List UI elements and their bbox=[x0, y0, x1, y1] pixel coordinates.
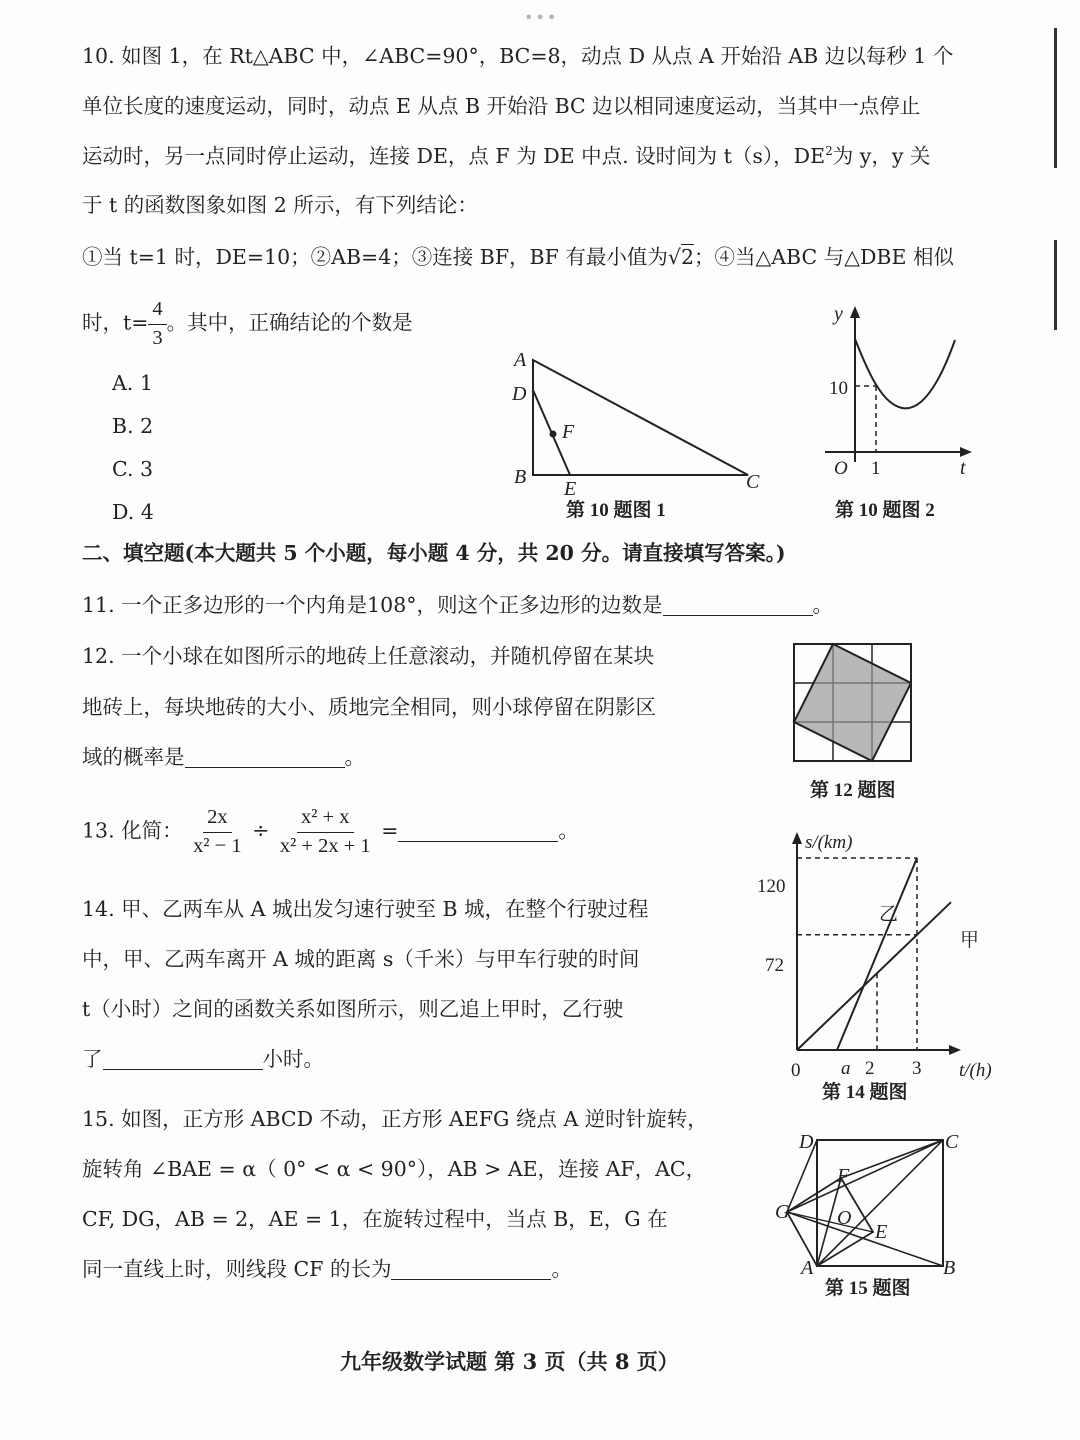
page-footer: 九年级数学试题 第 3 页（共 8 页） bbox=[340, 1349, 679, 1374]
chart-tick-2: 2 bbox=[865, 1058, 875, 1079]
axis-y-label: y bbox=[834, 303, 843, 325]
label-c: C bbox=[746, 471, 760, 493]
label-b: B bbox=[943, 1257, 956, 1279]
q15-line-3: CF, DG，AB = 2，AE = 1，在旋转过程中，当点 B，E，G 在 bbox=[82, 1207, 668, 1231]
segment-cf bbox=[841, 1140, 943, 1178]
series-line-甲-extension bbox=[917, 902, 951, 935]
fig1-caption: 第 10 题图 1 bbox=[566, 500, 666, 521]
section-2-heading: 二、填空题(本大题共 5 个小题，每小题 4 分，共 20 分。请直接填写答案。) bbox=[82, 541, 786, 565]
point-f bbox=[550, 431, 557, 438]
y-arrow-icon bbox=[850, 306, 860, 318]
answer-blank[interactable] bbox=[391, 1259, 551, 1280]
q10-line-6: 时，t= $\frac{4}{3}$ 。其中，正确结论的个数是 bbox=[82, 298, 413, 349]
series-line-甲 bbox=[797, 935, 917, 1050]
window-dots-icon: ••• bbox=[524, 8, 559, 27]
chart-origin: 0 bbox=[791, 1060, 801, 1081]
chart-tick-3: 3 bbox=[912, 1058, 922, 1079]
q12-line-3: 域的概率是 。 bbox=[82, 745, 365, 769]
label-g: G bbox=[775, 1201, 790, 1223]
option-b: B. 2 bbox=[112, 414, 154, 438]
series-label-yi: 乙 bbox=[879, 904, 899, 925]
binding-mark bbox=[1054, 240, 1057, 330]
q14-line-1: 14. 甲、乙两车从 A 城出发匀速行驶至 B 城，在整个行驶过程 bbox=[82, 897, 649, 921]
label-e: E bbox=[875, 1221, 888, 1243]
chart-tick-72: 72 bbox=[765, 955, 784, 976]
origin-label: O bbox=[834, 458, 848, 479]
series-label-jia: 甲 bbox=[960, 930, 980, 951]
fraction-2: $\frac{\text{x² + x}}{\text{x² + 2x + 1}}$ bbox=[279, 806, 371, 857]
option-a: A. 1 bbox=[112, 371, 153, 395]
tick-10: 10 bbox=[829, 378, 848, 399]
q15-line-2: 旋转角 ∠BAE = α（ 0° < α < 90°），AB > AE，连接 AF，AC， bbox=[82, 1157, 707, 1181]
label-a: A bbox=[801, 1257, 814, 1279]
q12-tile-figure bbox=[790, 640, 920, 810]
tick-1: 1 bbox=[871, 458, 881, 479]
q10-line-3: 运动时，另一点同时停止运动，连接 DE，点 F 为 DE 中点. 设时间为 t（s），$DE^2$为 y，y 关 bbox=[82, 144, 931, 168]
chart-x-arrow-icon bbox=[949, 1045, 961, 1055]
chart-ylabel: s/(km) bbox=[805, 832, 853, 853]
q15-line-1: 15. 如图，正方形 ABCD 不动，正方形 AEFG 绕点 A 逆时针旋转， bbox=[82, 1107, 708, 1131]
chart-y-arrow-icon bbox=[792, 832, 802, 844]
axis-t-label: t bbox=[960, 457, 966, 479]
q12-caption: 第 12 题图 bbox=[810, 780, 896, 801]
q11: 11. 一个正多边形的一个内角是108°，则这个正多边形的边数是 。 bbox=[82, 593, 833, 617]
answer-blank[interactable] bbox=[398, 821, 558, 842]
q14-line-2: 中，甲、乙两车离开 A 城的距离 s（千米）与甲车行驶的时间 bbox=[82, 947, 640, 971]
answer-blank[interactable] bbox=[103, 1049, 263, 1070]
label-f: F bbox=[837, 1165, 850, 1187]
label-d: D bbox=[799, 1131, 814, 1153]
q15-figure bbox=[775, 1128, 975, 1300]
q10-figure-2 bbox=[810, 302, 985, 527]
q14-line-3: t（小时）之间的函数关系如图所示，则乙追上甲时，乙行驶 bbox=[82, 997, 624, 1021]
option-d: D. 4 bbox=[112, 500, 154, 524]
label-a: A bbox=[514, 349, 527, 371]
sqrt-sign: √ bbox=[667, 245, 681, 269]
label-b: B bbox=[514, 466, 527, 488]
q15-caption: 第 15 题图 bbox=[825, 1278, 911, 1299]
q12-line-1: 12. 一个小球在如图所示的地砖上任意滚动，并随机停留在某块 bbox=[82, 644, 655, 668]
answer-blank[interactable] bbox=[185, 747, 345, 768]
q13: 13. 化简： $\frac{2x}{\text{x² − 1}}$ ÷ $\frac{\text{x² + x}}{\text{x² + 2x + 1}}$ = 。 bbox=[82, 806, 579, 857]
fraction-4-3: $\frac{4}{3}$ bbox=[148, 298, 166, 350]
q14-chart bbox=[745, 826, 1010, 1106]
q10-line-5: ①当 t=1 时，DE=10；②AB=4；③连接 BF，BF 有最小值为√2；④当△ABC 与△DBE 相似 bbox=[82, 245, 954, 269]
fig2-caption: 第 10 题图 2 bbox=[835, 500, 935, 521]
chart-tick-a: a bbox=[841, 1058, 851, 1079]
fraction-1: $\frac{2x}{\text{x² − 1}}$ bbox=[193, 806, 242, 857]
option-c: C. 3 bbox=[112, 457, 154, 481]
label-f: F bbox=[562, 421, 575, 443]
t-arrow-icon bbox=[960, 447, 972, 457]
parabola-curve bbox=[855, 339, 955, 408]
q15-line-4: 同一直线上时，则线段 CF 的长为 。 bbox=[82, 1257, 572, 1281]
chart-tick-120: 120 bbox=[757, 876, 786, 897]
segment-ac bbox=[817, 1140, 943, 1266]
binding-mark bbox=[1054, 28, 1057, 168]
label-d: D bbox=[512, 383, 527, 405]
q12-line-2: 地砖上，每块地砖的大小、质地完全相同，则小球停留在阴影区 bbox=[82, 695, 656, 719]
chart-caption: 第 14 题图 bbox=[822, 1082, 908, 1103]
label-e: E bbox=[564, 478, 577, 500]
q10-line-1: 10. 如图 1，在 Rt△ABC 中，∠ABC=90°，BC=8，动点 D 从点 A 开始沿 AB 边以每秒 1 个 bbox=[82, 44, 954, 68]
q10-line-2: 单位长度的速度运动，同时，动点 E 从点 B 开始沿 BC 边以相同速度运动，当其中一点停止 bbox=[82, 94, 921, 118]
q10-line-4: 于 t 的函数图象如图 2 所示，有下列结论： bbox=[82, 193, 478, 217]
chart-xlabel: t/(h) bbox=[959, 1060, 992, 1081]
shaded-square bbox=[794, 644, 911, 761]
q10-figure-1 bbox=[500, 340, 780, 530]
q14-line-4: 了 小时。 bbox=[82, 1047, 324, 1071]
label-o: O bbox=[837, 1207, 852, 1229]
triangle-abc bbox=[533, 360, 748, 475]
label-c: C bbox=[945, 1131, 959, 1153]
answer-blank[interactable] bbox=[663, 595, 813, 616]
